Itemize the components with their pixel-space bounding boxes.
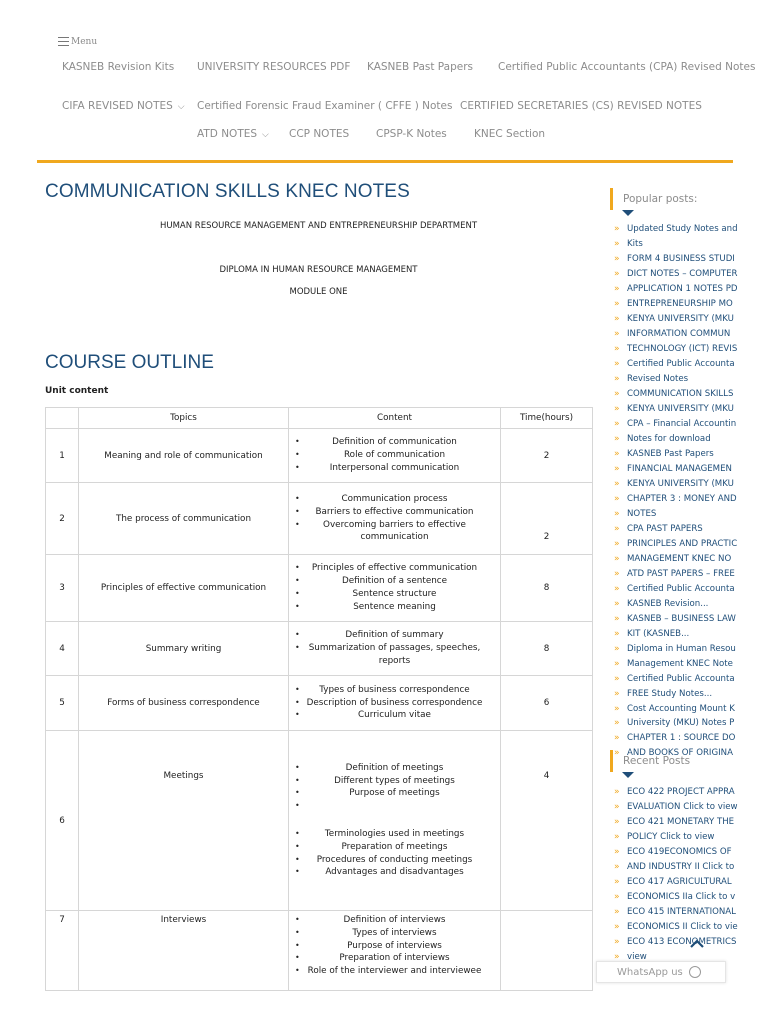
sidebar-post-link[interactable]: » MANAGEMENT KNEC NO xyxy=(614,553,768,566)
chevron-down-icon: ⌵ xyxy=(177,102,185,112)
sidebar-post-link[interactable]: » CPA – Financial Accountin xyxy=(614,418,768,431)
nav-university-resources[interactable]: UNIVERSITY RESOURCES PDF xyxy=(197,61,351,73)
sidebar-post-link[interactable]: » CHAPTER 3 : MONEY AND xyxy=(614,493,768,506)
content-item: • Definition of interviews xyxy=(289,914,500,927)
row-number: 2 xyxy=(46,483,79,555)
sidebar-post-link[interactable]: » PRINCIPLES AND PRACTIC xyxy=(614,538,768,551)
hamburger-icon xyxy=(58,37,69,46)
sidebar-post-link[interactable]: » Kits xyxy=(614,238,768,251)
nav-ccp-notes[interactable]: CCP NOTES xyxy=(289,128,350,140)
content-item: • Terminologies used in meetings xyxy=(289,828,500,841)
sidebar-post-link[interactable]: » KASNEB Past Papers xyxy=(614,448,768,461)
content-item: • Definition of communication xyxy=(289,436,500,449)
sidebar-post-link[interactable]: » ECO 415 INTERNATIONAL xyxy=(614,906,768,919)
content-item: • Description of business correspondence xyxy=(289,697,500,710)
table-row xyxy=(46,911,593,991)
nav-divider xyxy=(37,160,733,163)
content-item: • Sentence meaning xyxy=(289,601,500,614)
row-number: 4 xyxy=(46,622,79,676)
caret-down-icon xyxy=(622,210,634,216)
sidebar-post-link[interactable]: » ECO 422 PROJECT APPRA xyxy=(614,786,768,799)
row-content xyxy=(289,555,501,622)
sidebar-post-link[interactable]: » INFORMATION COMMUN xyxy=(614,328,768,341)
sidebar-post-link[interactable]: » Updated Study Notes and xyxy=(614,223,768,236)
sidebar-post-link[interactable]: » KENYA UNIVERSITY (MKU xyxy=(614,478,768,491)
sidebar-post-link[interactable]: » AND INDUSTRY II Click to xyxy=(614,861,768,874)
sidebar-post-link[interactable]: » Certified Public Accounta xyxy=(614,583,768,596)
nav-cifa-label: CIFA REVISED NOTES xyxy=(62,100,173,112)
table-row xyxy=(46,483,593,555)
section-title: COURSE OUTLINE xyxy=(45,352,214,373)
row-number: 3 xyxy=(46,555,79,622)
content-item: • Preparation of interviews xyxy=(289,952,500,965)
content-item: • Summarization of passages, speeches, reports xyxy=(289,642,500,668)
table-header-cell: Content xyxy=(289,408,501,429)
menu-toggle[interactable] xyxy=(58,37,97,47)
row-content xyxy=(289,622,501,676)
sidebar-post-link[interactable]: » ECO 413 ECONOMETRICS xyxy=(614,936,768,949)
content-item: • Preparation of meetings xyxy=(289,841,500,854)
content-item: • Curriculum vitae xyxy=(289,709,500,722)
nav-kasneb-revision-kits[interactable]: KASNEB Revision Kits xyxy=(62,61,175,73)
table-header-cell: Time(hours) xyxy=(501,408,593,429)
content-item: • Advantages and disadvantages xyxy=(289,866,500,879)
row-number: 1 xyxy=(46,429,79,483)
content-item: • Definition of meetings xyxy=(289,762,500,775)
nav-kasneb-past-papers[interactable]: KASNEB Past Papers xyxy=(367,61,474,73)
unit-content-label: Unit content xyxy=(45,386,109,396)
row-time: 8 xyxy=(501,622,593,676)
whatsapp-icon xyxy=(689,966,701,978)
page-title: COMMUNICATION SKILLS KNEC NOTES xyxy=(45,181,410,202)
recent-posts-widget xyxy=(610,750,768,772)
sidebar-post-link[interactable]: » KASNEB Revision... xyxy=(614,598,768,611)
row-content xyxy=(289,731,501,911)
sidebar-post-link[interactable]: » AND BOOKS OF ORIGINA xyxy=(614,747,768,760)
sidebar-post-link[interactable]: » University (MKU) Notes P xyxy=(614,717,768,730)
row-topic: Meetings xyxy=(79,731,289,911)
sidebar-post-link[interactable]: » KASNEB – BUSINESS LAW xyxy=(614,613,768,626)
nav-cs-revised-notes[interactable]: CERTIFIED SECRETARIES (CS) REVISED NOTES xyxy=(460,100,702,112)
sidebar-post-link[interactable]: » NOTES xyxy=(614,508,768,521)
table-row xyxy=(46,731,593,911)
sidebar-post-link[interactable]: » Revised Notes xyxy=(614,373,768,386)
sidebar-post-link[interactable]: » Diploma in Human Resou xyxy=(614,643,768,656)
content-item: • Communication process xyxy=(289,493,500,506)
row-time: 2 xyxy=(501,483,593,555)
sidebar-post-link[interactable]: » Management KNEC Note xyxy=(614,658,768,671)
sidebar-post-link[interactable]: » FINANCIAL MANAGEMEN xyxy=(614,463,768,476)
table-row xyxy=(46,676,593,731)
popular-posts-heading: Popular posts: xyxy=(610,188,768,210)
content-item: • Role of communication xyxy=(289,449,500,462)
row-topic: Summary writing xyxy=(79,622,289,676)
sidebar-post-link[interactable]: » ENTREPRENEURSHIP MO xyxy=(614,298,768,311)
diploma-text: DIPLOMA IN HUMAN RESOURCE MANAGEMENT xyxy=(219,265,418,275)
module-text: MODULE ONE xyxy=(289,287,348,297)
row-topic: Meaning and role of communication xyxy=(79,429,289,483)
content-gap xyxy=(289,800,500,828)
sidebar-post-link[interactable]: » TECHNOLOGY (ICT) REVIS xyxy=(614,343,768,356)
sidebar-post-link[interactable]: » ATD PAST PAPERS – FREE xyxy=(614,568,768,581)
sidebar-post-link[interactable]: » Certified Public Accounta xyxy=(614,673,768,686)
sidebar-post-link[interactable]: » view xyxy=(614,951,768,961)
row-time xyxy=(501,911,593,991)
sidebar-post-link[interactable]: » CPA PAST PAPERS xyxy=(614,523,768,536)
content-item: • Different types of meetings xyxy=(289,775,500,788)
table-row xyxy=(46,555,593,622)
whatsapp-label: WhatsApp us xyxy=(617,967,683,978)
sidebar-post-link[interactable]: » COMMUNICATION SKILLS xyxy=(614,388,768,401)
row-number: 7 xyxy=(46,911,79,991)
recent-posts-list xyxy=(614,786,768,961)
course-outline-table xyxy=(45,407,593,991)
row-topic: Forms of business correspondence xyxy=(79,676,289,731)
scroll-to-top-icon[interactable] xyxy=(689,938,705,948)
sidebar-post-link[interactable]: » KENYA UNIVERSITY (MKU xyxy=(614,313,768,326)
nav-cpsp-k-notes[interactable]: CPSP-K Notes xyxy=(376,128,447,140)
nav-cffe-notes[interactable]: Certified Forensic Fraud Examiner ( CFFE ) Notes xyxy=(197,100,453,112)
content-item: • Sentence structure xyxy=(289,588,500,601)
caret-down-icon xyxy=(622,772,634,778)
nav-cpa-revised-notes[interactable]: Certified Public Accountants (CPA) Revised Notes xyxy=(498,61,756,73)
table-row xyxy=(46,429,593,483)
sidebar-post-link[interactable]: » Cost Accounting Mount K xyxy=(614,703,768,716)
table-row xyxy=(46,622,593,676)
content-item: • Definition of a sentence xyxy=(289,575,500,588)
content-item: • Role of the interviewer and interviewee xyxy=(289,965,500,978)
content-item: • Purpose of interviews xyxy=(289,940,500,953)
sidebar-post-link[interactable]: » POLICY Click to view xyxy=(614,831,768,844)
chevron-down-icon: ⌵ xyxy=(262,130,269,140)
recent-posts-heading: Recent Posts xyxy=(610,750,768,772)
sidebar-post-link[interactable]: » APPLICATION 1 NOTES PD xyxy=(614,283,768,296)
sidebar-post-link[interactable]: » ECONOMICS IIa Click to v xyxy=(614,891,768,904)
table-header-cell xyxy=(46,408,79,429)
nav-atd-label: ATD NOTES xyxy=(197,128,258,140)
popular-posts-widget xyxy=(610,188,768,210)
content-item: • Types of interviews xyxy=(289,927,500,940)
content-item: • Overcoming barriers to effective communication xyxy=(289,519,500,545)
nav-knec-section[interactable]: KNEC Section xyxy=(474,128,546,140)
sidebar-post-link[interactable]: » KIT (KASNEB... xyxy=(614,628,768,641)
sidebar-post-link[interactable]: » CHAPTER 1 : SOURCE DO xyxy=(614,732,768,745)
sidebar-post-link[interactable]: » ECO 417 AGRICULTURAL xyxy=(614,876,768,889)
sidebar-post-link[interactable]: » ECO 419ECONOMICS OF xyxy=(614,846,768,859)
row-topic: The process of communication xyxy=(79,483,289,555)
sidebar-post-link[interactable]: » Certified Public Accounta xyxy=(614,358,768,371)
whatsapp-button[interactable] xyxy=(596,961,726,983)
row-topic: Principles of effective communication xyxy=(79,555,289,622)
sidebar-post-link[interactable]: » FREE Study Notes... xyxy=(614,688,768,701)
content-item: • Types of business correspondence xyxy=(289,684,500,697)
content-item: • Definition of summary xyxy=(289,629,500,642)
menu-label: Menu xyxy=(71,37,98,47)
popular-posts-list xyxy=(614,223,768,762)
row-number: 6 xyxy=(46,731,79,911)
sidebar-post-link[interactable]: » ECONOMICS II Click to vie xyxy=(614,921,768,934)
row-topic: Interviews xyxy=(79,911,289,991)
content-item: • Purpose of meetings xyxy=(289,787,500,800)
row-number: 5 xyxy=(46,676,79,731)
row-content xyxy=(289,676,501,731)
department-text: HUMAN RESOURCE MANAGEMENT AND ENTREPRENEURSHIP DEPARTMENT xyxy=(159,221,478,231)
row-time: 2 xyxy=(501,429,593,483)
row-time: 6 xyxy=(501,676,593,731)
row-time: 8 xyxy=(501,555,593,622)
sidebar-post-link[interactable]: » Notes for download xyxy=(614,433,768,446)
sidebar-post-link[interactable]: » ECO 421 MONETARY THE xyxy=(614,816,768,829)
sidebar-post-link[interactable]: » DICT NOTES – COMPUTER xyxy=(614,268,768,281)
content-item: • Principles of effective communication xyxy=(289,562,500,575)
sidebar-post-link[interactable]: » EVALUATION Click to view xyxy=(614,801,768,814)
content-item: • Procedures of conducting meetings xyxy=(289,854,500,867)
nav-atd-notes[interactable] xyxy=(197,128,269,140)
row-time: 4 xyxy=(501,731,593,911)
sidebar-post-link[interactable]: » FORM 4 BUSINESS STUDI xyxy=(614,253,768,266)
content-item: • Interpersonal communication xyxy=(289,462,500,475)
row-content xyxy=(289,911,501,991)
sidebar-post-link[interactable]: » KENYA UNIVERSITY (MKU xyxy=(614,403,768,416)
nav-cifa-revised-notes[interactable] xyxy=(62,100,185,112)
table-header-cell: Topics xyxy=(79,408,289,429)
content-item: • Barriers to effective communication xyxy=(289,506,500,519)
row-content xyxy=(289,429,501,483)
row-content xyxy=(289,483,501,555)
table-header-row xyxy=(46,408,593,429)
